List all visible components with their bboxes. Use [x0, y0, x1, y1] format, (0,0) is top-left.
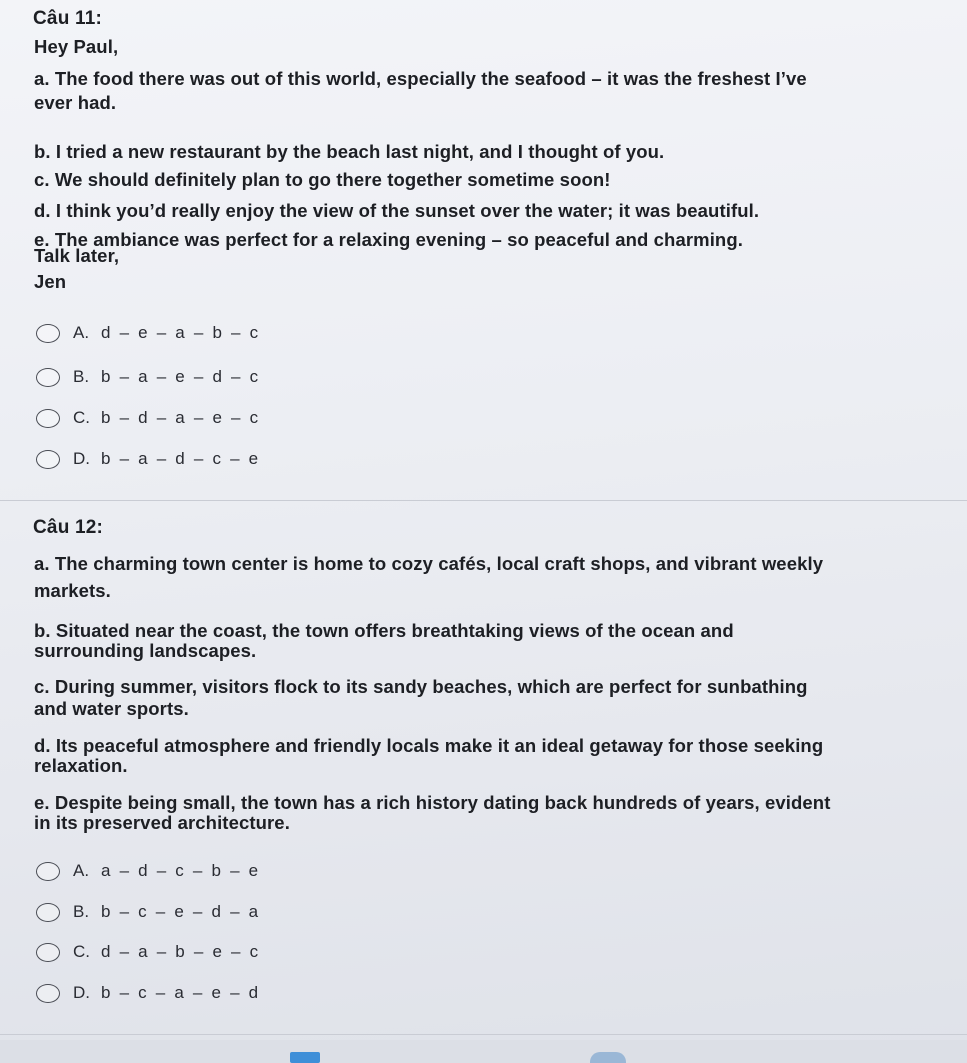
option-letter: B. [73, 367, 90, 386]
option-letter: A. [73, 323, 90, 342]
option-text: b – d – a – e – c [101, 408, 260, 427]
question-12 [0, 494, 967, 1034]
option-c[interactable] [36, 403, 259, 433]
sentence-b-cont: surrounding landscapes. [34, 640, 257, 661]
sentence-d: d. Its peaceful atmosphere and friendly locals make it an ideal getaway for those seeking [34, 735, 824, 756]
option-letter: B. [73, 902, 90, 921]
taskbar-icon[interactable] [590, 1052, 626, 1063]
option-c[interactable] [36, 937, 259, 967]
sentence-c: c. During summer, visitors flock to its sandy beaches, which are perfect for sunbathing [34, 676, 808, 697]
letter-greeting: Hey Paul, [34, 36, 119, 57]
option-letter: C. [73, 408, 90, 427]
letter-closing: Talk later, [34, 245, 120, 266]
taskbar-icon[interactable] [290, 1052, 320, 1063]
radio-button[interactable] [36, 409, 60, 428]
option-text: b – a – d – c – e [101, 449, 260, 468]
sentence-a: a. The charming town center is home to cozy cafés, local craft shops, and vibrant weekly [34, 553, 824, 574]
bottom-strip [0, 1040, 967, 1063]
letter-signature: Jen [34, 271, 67, 292]
sentence-b: b. I tried a new restaurant by the beach last night, and I thought of you. [34, 141, 665, 162]
sentence-a-cont: markets. [34, 580, 111, 601]
option-b[interactable] [36, 362, 259, 392]
option-letter: A. [73, 861, 90, 880]
option-b[interactable] [36, 897, 259, 927]
bottom-divider [0, 1034, 967, 1035]
option-text: b – a – e – d – c [101, 367, 260, 386]
sentence-e: e. The ambiance was perfect for a relaxing evening – so peaceful and charming. [34, 229, 743, 250]
radio-button[interactable] [36, 324, 60, 343]
sentence-d: d. I think you’d really enjoy the view of the sunset over the water; it was beautiful. [34, 200, 760, 221]
option-letter: D. [73, 983, 90, 1002]
sentence-e: e. Despite being small, the town has a rich history dating back hundreds of years, evident [34, 792, 831, 813]
radio-button[interactable] [36, 862, 60, 881]
option-text: a – d – c – b – e [101, 861, 260, 880]
option-text: b – c – e – d – a [101, 902, 260, 921]
sentence-c-cont: and water sports. [34, 698, 189, 719]
radio-button[interactable] [36, 368, 60, 387]
option-d[interactable] [36, 444, 259, 474]
sentence-e-cont: in its preserved architecture. [34, 812, 290, 833]
option-a[interactable] [36, 856, 259, 886]
radio-button[interactable] [36, 943, 60, 962]
question-11 [0, 0, 967, 494]
sentence-c: c. We should definitely plan to go there together sometime soon! [34, 169, 611, 190]
radio-button[interactable] [36, 450, 60, 469]
sentence-a-cont: ever had. [34, 92, 117, 113]
option-text: d – a – b – e – c [101, 942, 260, 961]
option-letter: D. [73, 449, 90, 468]
radio-button[interactable] [36, 984, 60, 1003]
sentence-a: a. The food there was out of this world, especially the seafood – it was the freshest I’ve [34, 68, 807, 89]
option-letter: C. [73, 942, 90, 961]
option-d[interactable] [36, 978, 259, 1008]
option-text: b – c – a – e – d [101, 983, 260, 1002]
question-title: Câu 11: [33, 8, 102, 29]
sentence-b: b. Situated near the coast, the town offers breathtaking views of the ocean and [34, 620, 734, 641]
radio-button[interactable] [36, 903, 60, 922]
question-title: Câu 12: [33, 517, 104, 538]
option-a[interactable] [36, 318, 259, 348]
sentence-d-cont: relaxation. [34, 755, 128, 776]
option-text: d – e – a – b – c [101, 323, 260, 342]
